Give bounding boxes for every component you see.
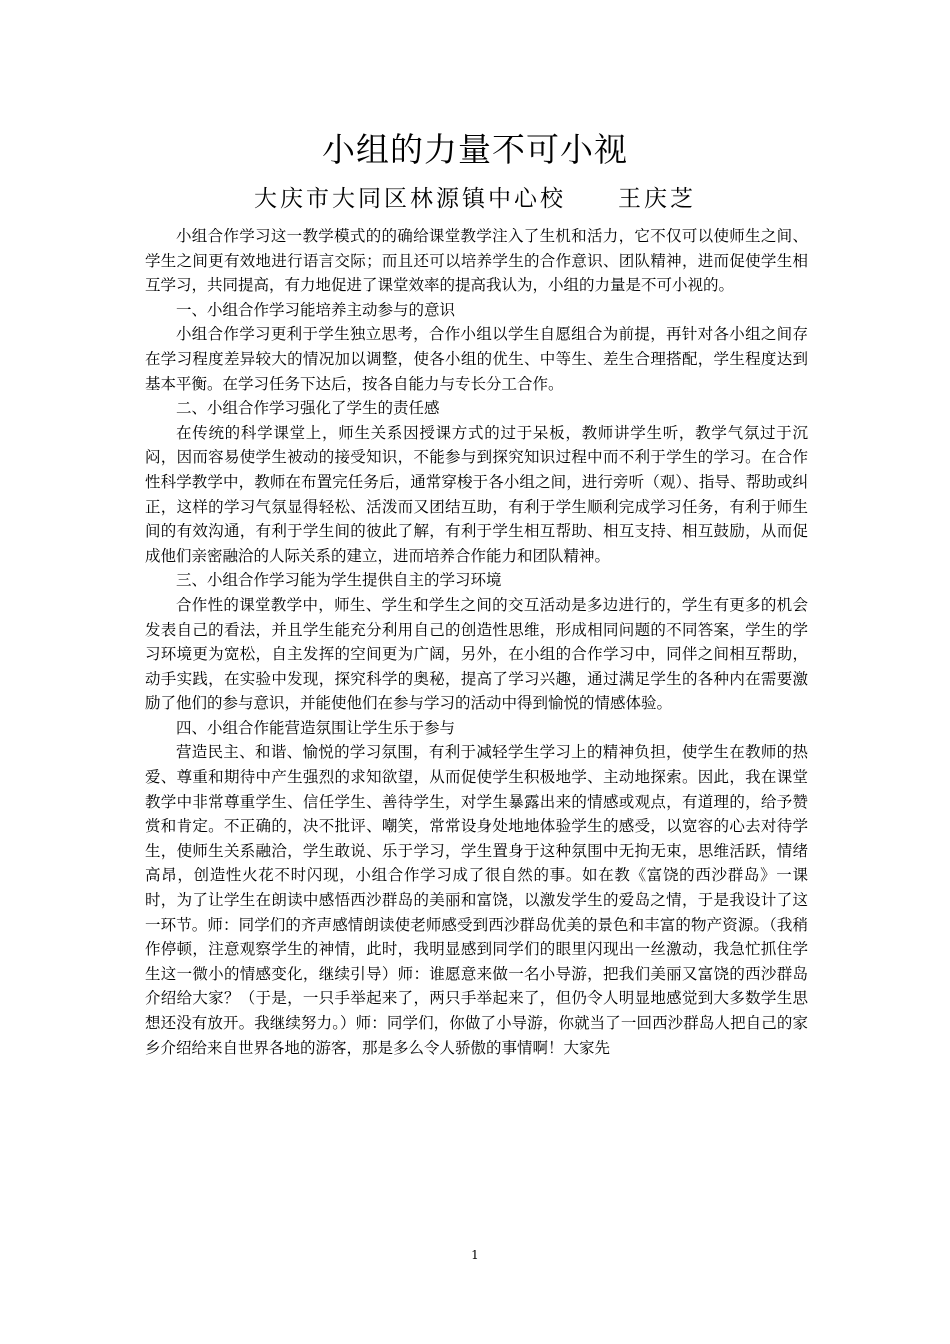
author-name: 王庆芝 [618, 186, 696, 212]
author-byline [0, 182, 950, 216]
paragraph: 小组合作学习这一教学模式的的确给课堂教学注入了生机和活力，它不仅可以使师生之间、学生之间更有效地进行语言交际；而且还可以培养学生的合作意识、团队精神，进而促使学生相互学习，共同提高，有力地促进了课堂效率的提高我认为，小组的力量是不可小视的。 [145, 227, 808, 295]
document-title: 小组的力量不可小视 [322, 130, 628, 169]
document-body [145, 224, 808, 1060]
paragraph: 营造民主、和谐、愉悦的学习氛围，有利于减轻学生学习上的精神负担，使学生在教师的热爱、尊重和期待中产生强烈的求知欲望，从而促使学生积极地学、主动地探索。因此，我在课堂教学中非常尊重学生、信任学生、善待学生，对学生暴露出来的情感或观点，有道理的，给予赞赏和肯定。不正确的，决不批评、嘲笑，常常设身处地地体验学生的感受，以宽容的心去对待学生，使师生关系融洽，学生敢说、乐于学习，学生置身于这种氛围中无拘无束，思维活跃，情绪高昂，创造性火花不时闪现，小组合作学习成了很自然的事。如在教《富饶的西沙群岛》一课时，为了让学生在朗读中感悟西沙群岛的美丽和富饶，以激发学生的爱岛之情，于是我设计了这一环节。师：同学们的齐声感情朗读使老师感受到西沙群岛优美的景色和丰富的物产资源。（我稍作停顿，注意观察学生的神情，此时，我明显感到同学们的眼里闪现出一丝激动，我急忙抓住学生这一微小的情感变化，继续引导）师：谁愿意来做一名小导游，把我们美丽又富饶的西沙群岛介绍给大家？（于是，一只手举起来了，两只手举起来了，但仍令人明显地感觉到大多数学生思想还没有放开。我继续努力。）师：同学们，你做了小导游，你就当了一回西沙群岛人把自己的家乡介绍给来自世界各地的游客，那是多么令人骄傲的事情啊！大家先 [145, 743, 808, 1057]
section-heading: 三、小组合作学习能为学生提供自主的学习环境 [176, 571, 502, 590]
paragraph: 合作性的课堂教学中，师生、学生和学生之间的交互活动是多边进行的，学生有更多的机会发表自己的看法，并且学生能充分利用自己的创造性思维，形成相同问题的不同答案，学生的学习环境更为宽松，自主发挥的空间更为广阔，另外，在小组的合作学习中，同伴之间相互帮助，动手实践，在实验中发现，探究科学的奥秘，提高了学习兴趣，通过满足学生的各种内在需要激励了他们的参与意识，并能使他们在参与学习的活动中得到愉悦的情感体验。 [145, 595, 808, 713]
section-heading: 二、小组合作学习强化了学生的责任感 [176, 399, 440, 418]
paragraph: 在传统的科学课堂上，师生关系因授课方式的过于呆板，教师讲学生听，教学气氛过于沉闷，因而容易使学生被动的接受知识，不能参与到探究知识过程中而不利于学生的学习。在合作性科学教学中，教师在布置完任务后，通常穿梭于各小组之间，进行旁听（观）、指导、帮助或纠正，这样的学习气氛显得轻松、活泼而又团结互助，有利于学生顺利完成学习任务，有利于师生间的有效沟通，有利于学生间的彼此了解，有利于学生相互帮助、相互支持、相互鼓励，从而促成他们亲密融洽的人际关系的建立，进而培养合作能力和团队精神。 [145, 423, 808, 565]
paragraph: 小组合作学习更利于学生独立思考，合作小组以学生自愿组合为前提，再针对各小组之间存在学习程度差异较大的情况加以调整，使各小组的优生、中等生、差生合理搭配，学生程度达到基本平衡。在学习任务下达后，按各自能力与专长分工合作。 [145, 325, 808, 393]
author-affiliation: 大庆市大同区林源镇中心校 [254, 186, 566, 212]
page-number: 1 [471, 1248, 479, 1262]
section-heading: 四、小组合作能营造氛围让学生乐于参与 [176, 718, 456, 737]
section-heading: 一、小组合作学习能培养主动参与的意识 [176, 300, 456, 319]
